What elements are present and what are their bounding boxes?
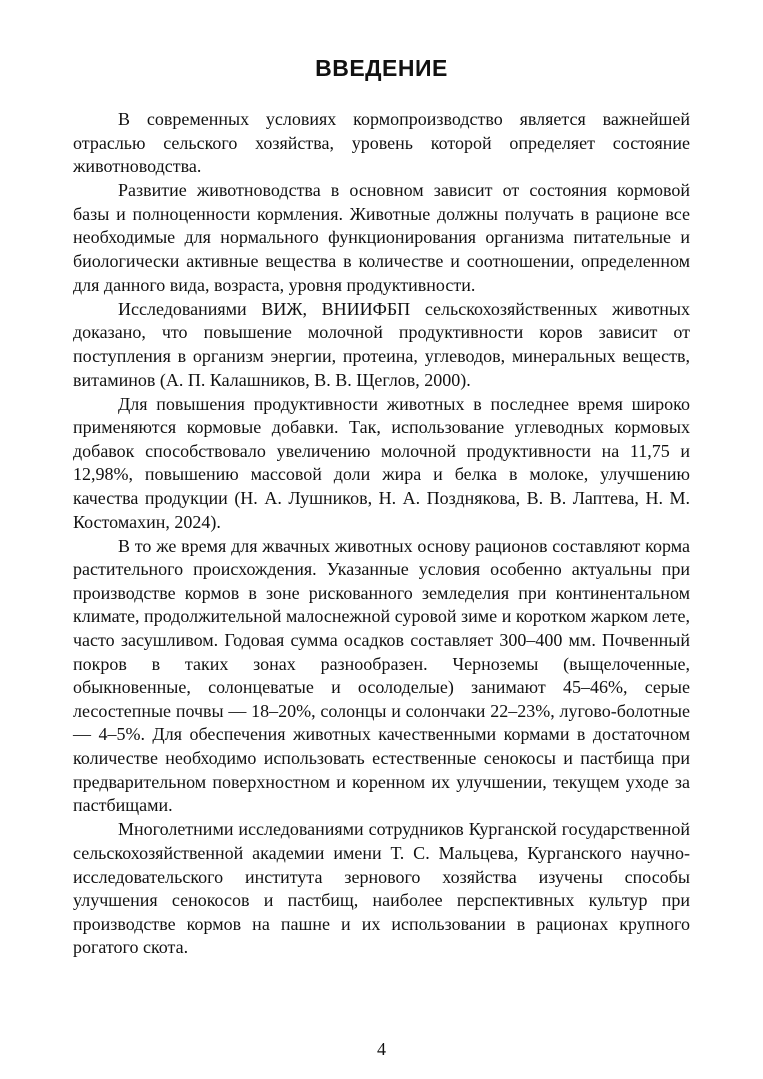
- page-number: 4: [377, 1039, 386, 1059]
- paragraph: Для повышения продуктивности животных в последнее время широко применяются кормовые добавки. Так, использование углеводных кормовых добавок способствовало увеличению молочной продуктивности на 11,75 и 12,98%, повышению массовой доли жира и белка в молоке, улучшению качества продукции (Н. А. Лушников, Н. А. Позднякова, В. В. Лаптева, Н. М. Костомахин, 2024).: [73, 393, 690, 532]
- paragraph: Исследованиями ВИЖ, ВНИИФБП сельскохозяйственных животных доказано, что повышение молочной продуктивности коров зависит от поступления в организм энергии, протеина, углеводов, минеральных веществ, витаминов (А. П. Калашников, В. В. Щеглов, 2000).: [73, 298, 690, 390]
- page-title: ВВЕДЕНИЕ: [315, 55, 448, 81]
- paragraph: В современных условиях кормопроизводство является важнейшей отраслью сельского хозяйства, уровень которой определяет состояние животноводства.: [73, 109, 690, 177]
- document-page: [73, 50, 690, 960]
- paragraph: Многолетними исследованиями сотрудников Курганской государственной сельскохозяйственной академии имени Т. С. Мальцева, Курганского научно-исследовательского института зернового хозяйства изучены способы улучшения сенокосов и пастбищ, наиболее перспективных культур при производстве кормов на пашне и их использовании в рационах крупного рогатого скота.: [73, 819, 690, 958]
- paragraph: В то же время для жвачных животных основу рационов составляют корма растительного происхождения. Указанные условия особенно актуальны при производстве кормов в зоне рискованного земледелия при континентальном климате, продолжительной малоснежной суровой зиме и коротком жарком лете, часто засушливом. Годовая сумма осадков составляет 300–400 мм. Почвенный покров в таких зонах разнообразен. Черноземы (выщелоченные, обыкновенные, солонцеватые и осолоделые) занимают 45–46%, серые лесостепные почвы — 18–20%, солонцы и солончаки 22–23%, лугово-болотные — 4–5%. Для обеспечения животных качественными кормами в достаточном количестве необходимо использовать естественные сенокосы и пастбища при предварительном поверхностном и коренном их улучшении, текущем уходе за пастбищами.: [73, 535, 690, 816]
- paragraph: Развитие животноводства в основном зависит от состояния кормовой базы и полноценности кормления. Животные должны получать в рационе все необходимые для нормального функционирования организма питательные и биологически активные вещества в количестве и соотношении, определенном для данного вида, возраста, уровня продуктивности.: [73, 180, 690, 295]
